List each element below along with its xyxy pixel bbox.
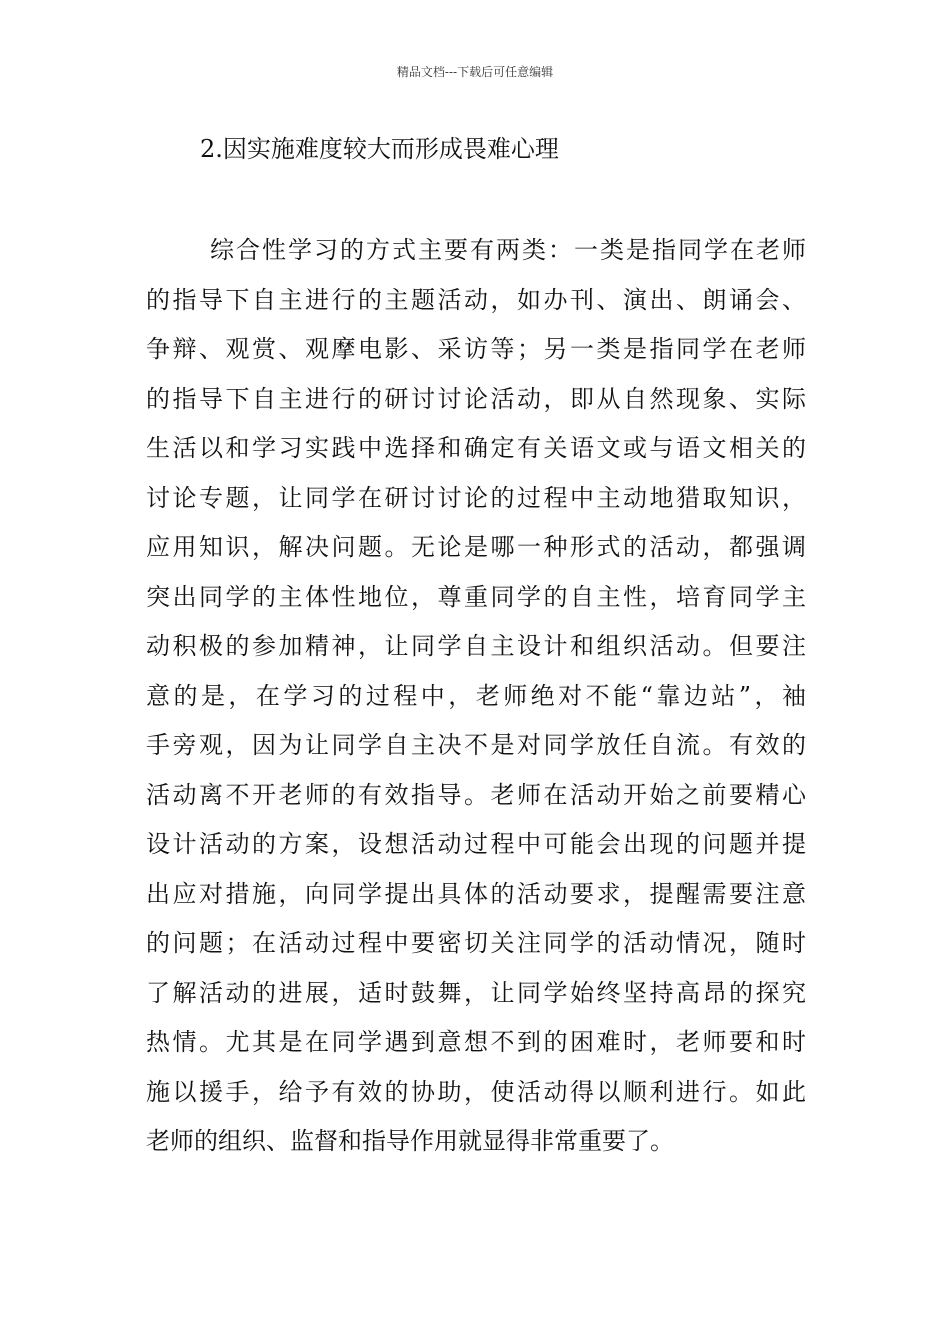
paragraph-line: 施以援手，给予有效的协助，使活动得以顺利进行。如此 bbox=[146, 1077, 806, 1106]
paragraph-line: 突出同学的主体性地位，尊重同学的自主性，培育同学主 bbox=[146, 582, 806, 611]
paragraph-line: 应用知识，解决问题。无论是哪一种形式的活动，都强调 bbox=[146, 533, 806, 561]
paragraph-line: 的指导下自主进行的研讨讨论活动，即从自然现象、实际 bbox=[146, 384, 806, 413]
paragraph-line: 意的是，在学习的过程中，老师绝对不能“靠边站”，袖 bbox=[146, 681, 806, 710]
paragraph-line: 动积极的参加精神，让同学自主设计和组织活动。但要注 bbox=[146, 632, 806, 660]
paragraph-line: 了解活动的进展，适时鼓舞，让同学始终坚持高昂的探究 bbox=[146, 978, 806, 1007]
paragraph-line: 热情。尤其是在同学遇到意想不到的困难时，老师要和时 bbox=[146, 1028, 806, 1056]
paragraph-line: 活动离不开老师的有效指导。老师在活动开始之前要精心 bbox=[146, 780, 806, 809]
paragraph-line: 讨论专题，让同学在研讨讨论的过程中主动地猎取知识， bbox=[146, 483, 806, 512]
paragraph-line: 出应对措施，向同学提出具体的活动要求，提醒需要注意 bbox=[146, 879, 806, 908]
paragraph-line: 的指导下自主进行的主题活动，如办刊、演出、朗诵会、 bbox=[146, 285, 806, 314]
page-header: 精品文档---下载后可任意编辑 bbox=[396, 65, 554, 79]
paragraph-line: 设计活动的方案，设想活动过程中可能会出现的问题并提 bbox=[146, 830, 806, 858]
section-heading: 2.因实施难度较大而形成畏难心理 bbox=[200, 135, 559, 163]
paragraph-line: 的问题；在活动过程中要密切关注同学的活动情况，随时 bbox=[146, 929, 806, 957]
body-paragraph bbox=[146, 226, 806, 1167]
paragraph-line: 老师的组织、监督和指导作用就显得非常重要了。 bbox=[146, 1127, 674, 1155]
paragraph-line: 手旁观，因为让同学自主决不是对同学放任自流。有效的 bbox=[146, 731, 806, 759]
paragraph-line: 生活以和学习实践中选择和确定有关语文或与语文相关的 bbox=[146, 434, 806, 462]
paragraph-line: 争辩、观赏、观摩电影、采访等；另一类是指同学在老师 bbox=[146, 335, 806, 363]
paragraph-line: 综合性学习的方式主要有两类：一类是指同学在老师 bbox=[210, 236, 806, 264]
